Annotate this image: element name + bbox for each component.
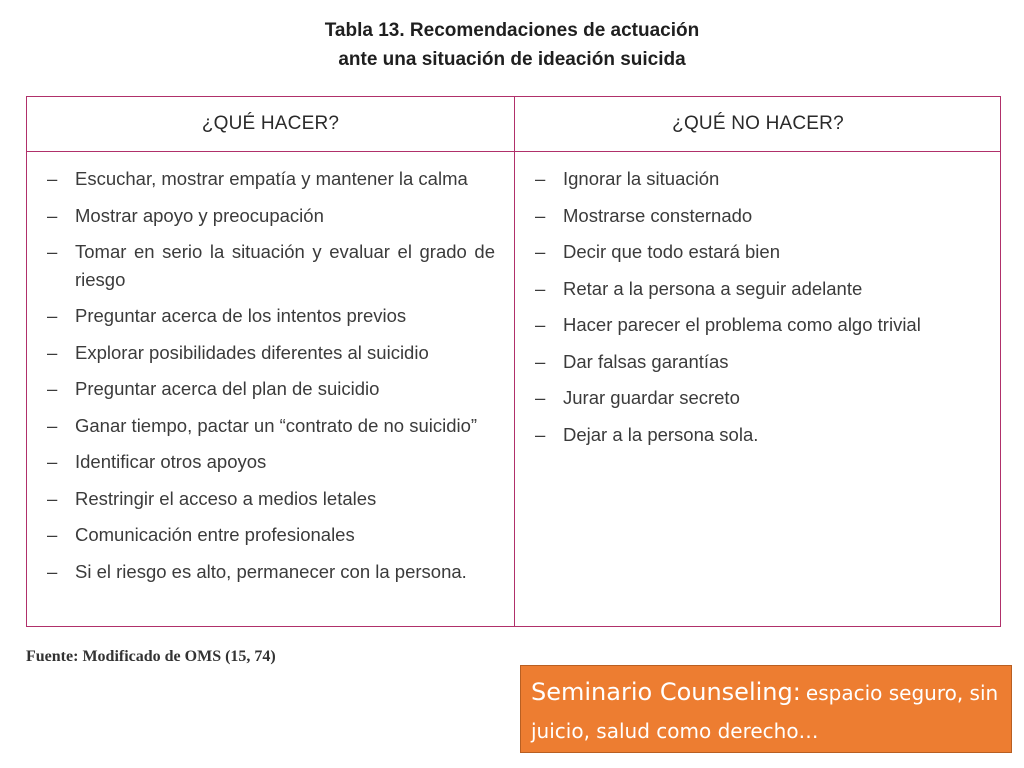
list-item bbox=[519, 238, 979, 266]
dash-bullet: – bbox=[47, 341, 58, 363]
list-item-text: Mostrar apoyo y preocupación bbox=[75, 204, 324, 226]
header-divider bbox=[27, 151, 1000, 152]
source-note bbox=[26, 648, 276, 666]
list-item bbox=[31, 375, 495, 403]
column-divider bbox=[514, 97, 515, 626]
list-item-text: Retar a la persona a seguir adelante bbox=[563, 277, 863, 299]
dash-bullet: – bbox=[535, 423, 546, 445]
seminar-callout bbox=[520, 665, 1012, 753]
title-line-2: ante una situación de ideación suicida bbox=[338, 49, 686, 70]
dash-bullet: – bbox=[47, 451, 58, 472]
dash-bullet: – bbox=[47, 204, 58, 226]
list-item bbox=[31, 521, 495, 549]
list-item-text: Explorar posibilidades diferentes al suicidio bbox=[75, 341, 429, 363]
source-label: Fuente: bbox=[26, 648, 79, 665]
list-item-text: Decir que todo estará bien bbox=[563, 241, 780, 262]
title-text-1: Recomendaciones de actuación bbox=[409, 20, 700, 41]
dash-bullet: – bbox=[47, 414, 58, 436]
dash-bullet: – bbox=[47, 378, 58, 399]
header-do: ¿QUÉ HACER? bbox=[201, 113, 340, 134]
dash-bullet: – bbox=[47, 524, 58, 545]
list-item bbox=[31, 238, 495, 293]
list-item-text: Tomar en serio la situación y evaluar el grado de riesgo bbox=[75, 241, 495, 290]
list-item-text: Preguntar acerca del plan de suicidio bbox=[75, 378, 380, 399]
list-item-text: Hacer parecer el problema como algo trivial bbox=[563, 314, 921, 335]
list-do bbox=[31, 165, 495, 594]
list-item bbox=[31, 485, 495, 513]
title-line-1 bbox=[0, 16, 1024, 45]
list-item-text: Dar falsas garantías bbox=[563, 350, 729, 372]
dash-bullet: – bbox=[47, 168, 58, 189]
dash-bullet: – bbox=[535, 350, 546, 372]
dash-bullet: – bbox=[535, 277, 546, 299]
list-item-text: Jurar guardar secreto bbox=[563, 387, 740, 408]
list-item bbox=[519, 311, 979, 339]
dash-bullet: – bbox=[535, 204, 546, 226]
list-item-text: Ganar tiempo, pactar un “contrato de no suicidio” bbox=[75, 414, 478, 436]
header-do-not: ¿QUÉ NO HACER? bbox=[672, 113, 844, 134]
dash-bullet: – bbox=[535, 241, 546, 262]
list-item bbox=[31, 558, 495, 586]
list-item-text: Identificar otros apoyos bbox=[75, 451, 267, 472]
list-item bbox=[31, 165, 495, 193]
dash-bullet: – bbox=[47, 487, 58, 509]
list-item bbox=[519, 421, 979, 449]
dash-bullet: – bbox=[47, 305, 58, 326]
list-item-text: Preguntar acerca de los intentos previos bbox=[75, 305, 407, 326]
list-item-text: Escuchar, mostrar empatía y mantener la calma bbox=[75, 168, 468, 189]
list-item bbox=[519, 165, 979, 193]
source-text: Modificado de OMS (15, 74) bbox=[82, 648, 276, 665]
list-item bbox=[31, 448, 495, 476]
list-item bbox=[31, 339, 495, 367]
list-do-not bbox=[519, 165, 979, 457]
dash-bullet: – bbox=[47, 241, 58, 262]
list-item-text: Dejar a la persona sola. bbox=[563, 423, 759, 445]
dash-bullet: – bbox=[535, 168, 546, 189]
callout-text: espacio seguro, sin juicio, salud como derecho… bbox=[531, 681, 999, 743]
list-item-text: Si el riesgo es alto, permanecer con la persona. bbox=[75, 560, 467, 582]
dash-bullet: – bbox=[47, 560, 58, 582]
list-item bbox=[519, 348, 979, 376]
list-item bbox=[519, 275, 979, 303]
list-item bbox=[31, 412, 495, 440]
list-item bbox=[31, 302, 495, 330]
recommendations-table bbox=[26, 96, 1001, 627]
list-item bbox=[31, 202, 495, 230]
dash-bullet: – bbox=[535, 387, 546, 408]
list-item bbox=[519, 202, 979, 230]
list-item-text: Mostrarse consternado bbox=[563, 204, 753, 226]
title-label: Tabla 13. bbox=[324, 20, 405, 41]
table-title bbox=[0, 16, 1024, 74]
list-item-text: Restringir el acceso a medios letales bbox=[75, 487, 377, 509]
list-item-text: Comunicación entre profesionales bbox=[75, 524, 355, 545]
list-item bbox=[519, 384, 979, 412]
callout-heading: Seminario Counseling: bbox=[531, 678, 801, 706]
dash-bullet: – bbox=[535, 314, 546, 335]
list-item-text: Ignorar la situación bbox=[563, 168, 720, 189]
